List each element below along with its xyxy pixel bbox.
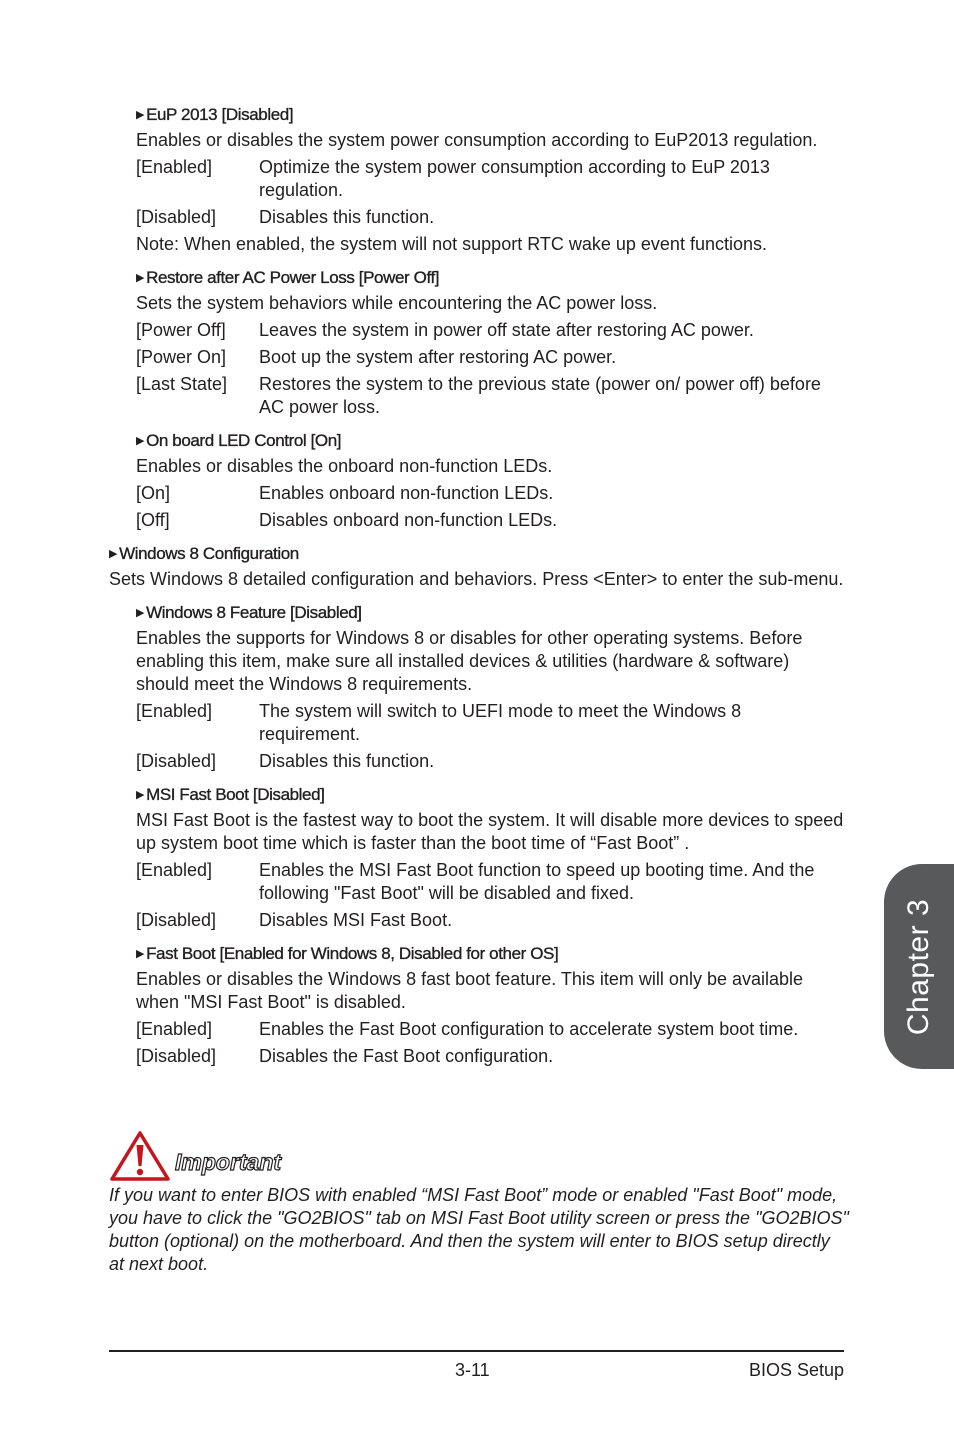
option-row: [Disabled] Disables this function. xyxy=(136,751,435,771)
option-row: [Power On] Boot up the system after restoring AC power. xyxy=(136,347,617,367)
section-windows-8-feature xyxy=(136,601,845,773)
option-row: [Off] Disables onboard non-function LEDs. xyxy=(136,510,558,530)
section-note: Note: When enabled, the system will not support RTC wake up event functions. xyxy=(136,234,767,254)
chapter-label: Chapter 3 xyxy=(902,898,935,1035)
section-onboard-led-control xyxy=(136,429,845,532)
section-heading: ▶ Windows 8 Feature [Disabled] xyxy=(136,603,362,622)
section-description: Enables the supports for Windows 8 or disables for other operating systems. Before enabling this item, make sure all installed devices & utilities (hardware & software) should meet the Windows 8 requirements. xyxy=(136,628,803,694)
warning-icon xyxy=(109,1130,171,1182)
option-row: [Disabled] Disables this function. xyxy=(136,207,435,227)
page-number: 3-11 xyxy=(455,1360,490,1380)
triangle-bullet-icon: ▶ xyxy=(136,435,145,447)
document-body xyxy=(109,103,845,1072)
section-eup-2013 xyxy=(136,103,845,256)
triangle-bullet-icon: ▶ xyxy=(136,272,145,284)
option-row: [Last State] Restores the system to the previous state (power on/ power off) before AC power loss. xyxy=(136,374,821,417)
option-row: [Disabled] Disables the Fast Boot configuration. xyxy=(136,1046,554,1066)
option-row: [Enabled] Optimize the system power consumption according to EuP 2013 regulation. xyxy=(136,157,770,200)
option-row: [Enabled] The system will switch to UEFI mode to meet the Windows 8 requirement. xyxy=(136,701,742,744)
footer-title: BIOS Setup xyxy=(748,1360,844,1380)
section-restore-ac-power-loss xyxy=(136,266,845,419)
section-heading: ▶ EuP 2013 [Disabled] xyxy=(136,105,294,124)
triangle-bullet-icon: ▶ xyxy=(136,607,145,619)
option-row: [Power Off] Leaves the system in power off state after restoring AC power. xyxy=(136,320,754,340)
section-heading: ▶ Windows 8 Configuration xyxy=(109,544,299,563)
option-row: [Disabled] Disables MSI Fast Boot. xyxy=(136,910,453,930)
important-title: Important xyxy=(175,1149,282,1175)
section-description: Sets Windows 8 detailed configuration and behaviors. Press <Enter> to enter the sub-menu. xyxy=(109,569,844,589)
triangle-bullet-icon: ▶ xyxy=(109,548,118,560)
option-row: [On] Enables onboard non-function LEDs. xyxy=(136,483,554,503)
section-description: Enables or disables the Windows 8 fast boot feature. This item will only be available when "MSI Fast Boot" is disabled. xyxy=(136,969,804,1012)
important-header xyxy=(109,1130,849,1182)
section-msi-fast-boot xyxy=(136,783,845,932)
important-callout xyxy=(109,1130,849,1276)
section-heading: ▶ Fast Boot [Enabled for Windows 8, Disabled for other OS] xyxy=(136,944,559,963)
section-description: Sets the system behaviors while encountering the AC power loss. xyxy=(136,293,658,313)
important-text: If you want to enter BIOS with enabled “MSI Fast Boot” mode or enabled "Fast Boot" mode, you have to click the "GO2BIOS" tab on MSI Fast Boot utility screen or press the "GO2BIOS" button (optional) on the motherboard. And then the system will enter to BIOS setup directly at next boot. xyxy=(109,1185,849,1274)
section-heading: ▶ MSI Fast Boot [Disabled] xyxy=(136,785,325,804)
section-description: Enables or disables the onboard non-function LEDs. xyxy=(136,456,553,476)
triangle-bullet-icon: ▶ xyxy=(136,948,145,960)
footer-divider xyxy=(109,1350,844,1352)
section-windows-8-configuration xyxy=(109,542,845,591)
option-row: [Enabled] Enables the Fast Boot configuration to accelerate system boot time. xyxy=(136,1019,799,1039)
section-description: MSI Fast Boot is the fastest way to boot the system. It will disable more devices to speed up system boot time which is faster than the boot time of “Fast Boot” . xyxy=(136,810,844,853)
triangle-bullet-icon: ▶ xyxy=(136,789,145,801)
section-description: Enables or disables the system power consumption according to EuP2013 regulation. xyxy=(136,130,818,150)
section-fast-boot xyxy=(136,942,845,1068)
triangle-bullet-icon: ▶ xyxy=(136,109,145,121)
option-row: [Enabled] Enables the MSI Fast Boot function to speed up booting time. And the following "Fast Boot" will be disabled and fixed. xyxy=(136,860,815,903)
section-heading: ▶ On board LED Control [On] xyxy=(136,431,342,450)
chapter-tab xyxy=(884,864,954,1069)
section-heading: ▶ Restore after AC Power Loss [Power Off] xyxy=(136,268,440,287)
